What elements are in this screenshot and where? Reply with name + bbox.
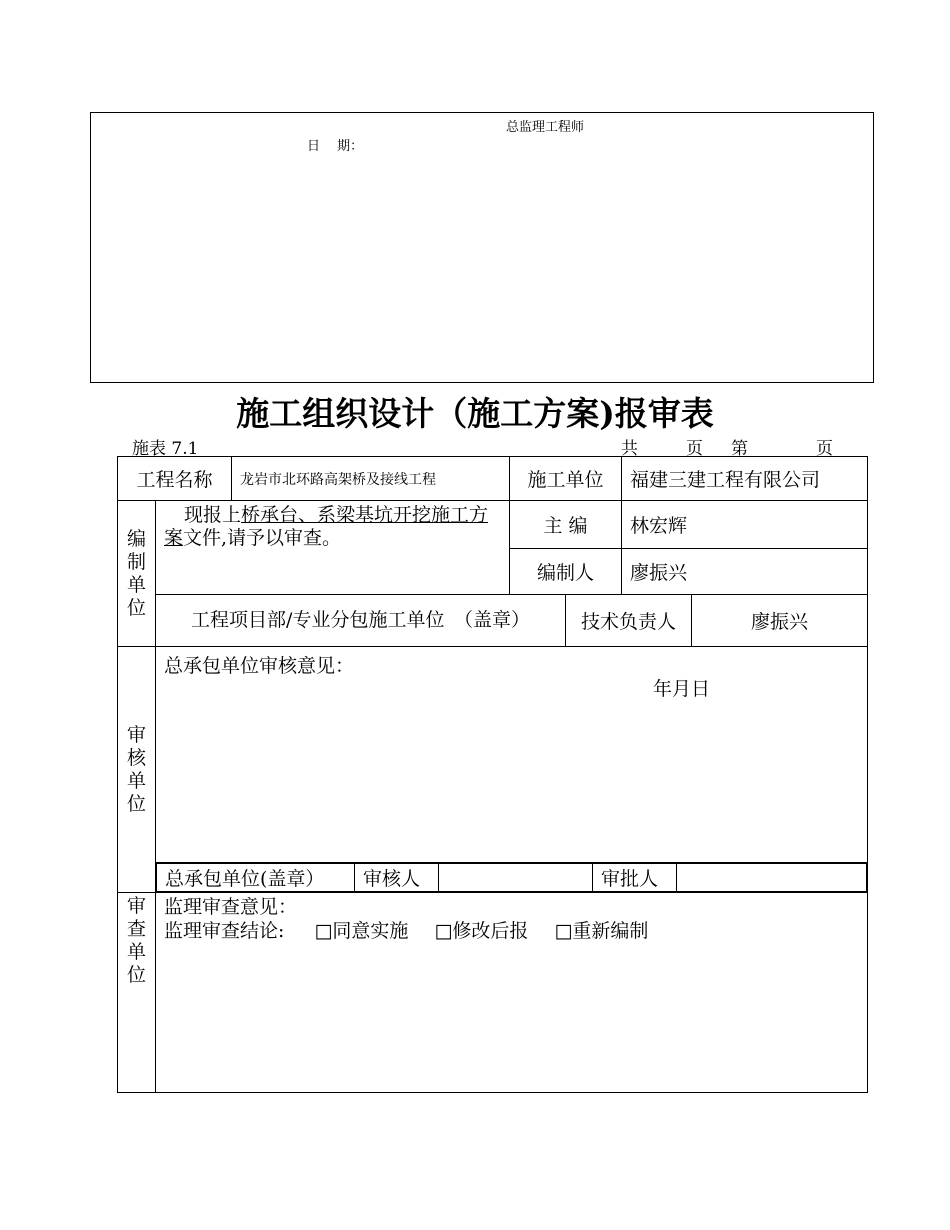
editor-in-chief-value: 林宏辉	[630, 515, 688, 537]
tech-lead-value: 廖振兴	[751, 611, 809, 633]
option-revise-checkbox[interactable]: □修改后报	[434, 920, 529, 942]
review-sign-row	[156, 863, 868, 893]
supervise-opinion-cell	[156, 893, 868, 1093]
supervise-conclusion-label: 监理审查结论:	[164, 920, 285, 942]
approver-value-cell	[677, 864, 867, 892]
report-prefix: 现报上	[184, 504, 242, 526]
option-approve-checkbox[interactable]: □同意实施	[314, 920, 409, 942]
review-opinion-label: 总承包单位审核意见：	[164, 655, 355, 677]
page-label: 页	[686, 439, 703, 459]
reviewer-label-cell	[355, 864, 439, 892]
page-total-label: 共	[621, 439, 638, 459]
tech-lead-label: 技术负责人	[581, 611, 677, 633]
supervise-opinion-label: 监理审查意见：	[164, 896, 298, 918]
dept-seal-label: 工程项目部/专业分包施工单位 （盖章）	[191, 609, 530, 631]
compiler-value-cell	[622, 549, 868, 595]
contractor-label-cell	[510, 457, 622, 501]
compiler-label: 编制人	[537, 562, 595, 584]
page-title: 施工组织设计（施工方案)报审表	[236, 394, 714, 433]
tech-lead-label-cell	[566, 595, 692, 647]
review-unit-side-label: 审核单位	[118, 647, 156, 893]
contractor-value-cell	[622, 457, 868, 501]
contractor-label: 施工单位	[527, 469, 604, 491]
review-date-label: 年月日	[653, 678, 711, 700]
report-subject: 桥承台、系梁基坑开挖施工方案	[164, 504, 489, 549]
date-label: 日 期：	[307, 139, 364, 154]
reviewer-value-cell	[439, 864, 593, 892]
compiler-value: 廖振兴	[630, 562, 688, 584]
supervise-unit-side-label: 审查单位	[118, 893, 156, 1093]
approver-label: 审批人	[601, 868, 659, 890]
general-contractor-seal-cell	[157, 864, 355, 892]
supervision-signature-box	[90, 112, 874, 383]
approver-label-cell	[593, 864, 677, 892]
project-name-label-cell	[118, 457, 232, 501]
chief-engineer-label: 总监理工程师	[506, 120, 585, 135]
review-opinion-cell	[156, 647, 868, 863]
contractor-value: 福建三建工程有限公司	[630, 469, 821, 491]
prepare-unit-side-label: 编制单位	[118, 501, 156, 647]
option-recompile-checkbox[interactable]: □重新编制	[554, 920, 649, 942]
editor-in-chief-label: 主 编	[543, 515, 588, 537]
project-name-label: 工程名称	[136, 469, 213, 491]
supervise-conclusion-row	[164, 919, 867, 943]
compiler-label-cell	[510, 549, 622, 595]
reviewer-label: 审核人	[363, 868, 421, 890]
general-contractor-seal-label: 总承包单位(盖章）	[165, 868, 325, 890]
editor-in-chief-label-cell	[510, 501, 622, 549]
review-form-table	[117, 456, 868, 1093]
project-name-value-cell	[232, 457, 510, 501]
page-label-2: 页	[816, 439, 833, 459]
report-statement-cell	[156, 501, 510, 595]
editor-in-chief-value-cell	[622, 501, 868, 549]
form-number: 施表 7.1	[132, 439, 199, 459]
tech-lead-value-cell	[692, 595, 868, 647]
project-name-value: 龙岩市北环路高架桥及接线工程	[240, 471, 437, 488]
report-suffix: 文件,请予以审查。	[183, 527, 342, 549]
dept-seal-cell	[156, 595, 566, 647]
page-number-label: 第	[731, 439, 748, 459]
